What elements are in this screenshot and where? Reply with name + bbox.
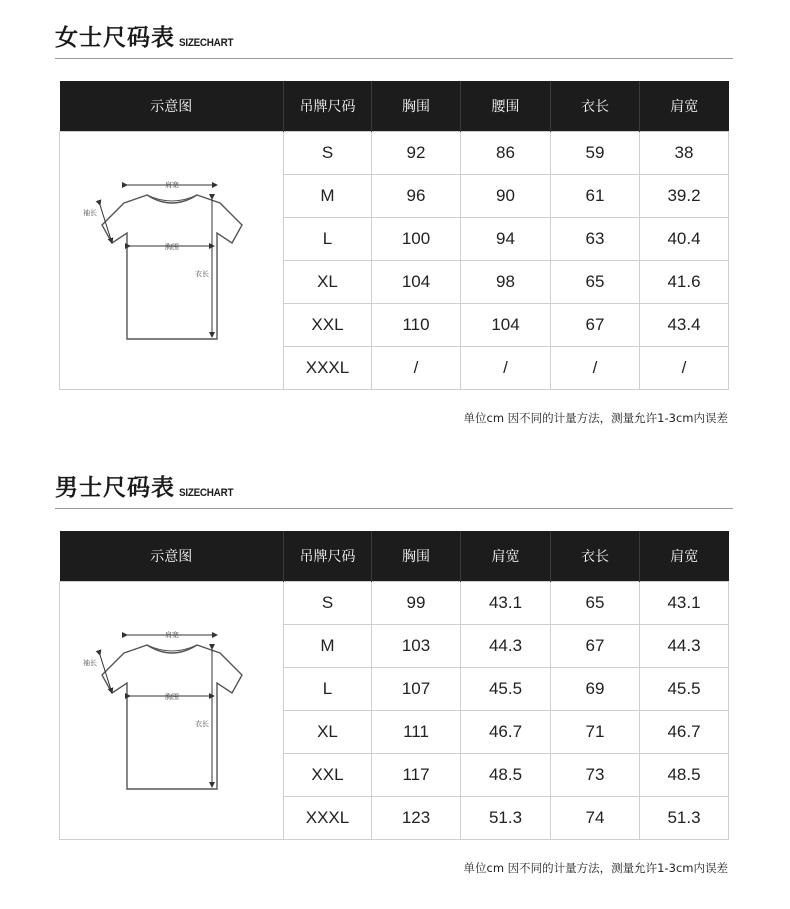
cell-chest: 117 bbox=[372, 754, 461, 797]
cell-shoulder: 38 bbox=[640, 132, 729, 175]
header-chest: 胸围 bbox=[372, 81, 461, 132]
women-subtitle: SIZECHART bbox=[179, 37, 234, 49]
women-measurement-note: 单位cm 因不同的计量方法，测量允许1-3cm内误差 bbox=[463, 411, 728, 425]
cell-length: 74 bbox=[551, 797, 640, 840]
chest-label: 胸围 bbox=[164, 242, 179, 251]
cell-chest: 99 bbox=[372, 582, 461, 625]
cell-length: / bbox=[551, 347, 640, 390]
cell-chest: 107 bbox=[372, 668, 461, 711]
cell-chest: 96 bbox=[372, 175, 461, 218]
cell-length: 67 bbox=[551, 304, 640, 347]
length-label: 衣长 bbox=[194, 719, 209, 728]
length-label: 衣长 bbox=[194, 269, 209, 278]
cell-shoulder-2: 45.5 bbox=[640, 668, 729, 711]
men-title: 男士尺码表 bbox=[55, 475, 175, 501]
table-header-row bbox=[60, 81, 729, 132]
cell-shoulder: 48.5 bbox=[461, 754, 551, 797]
cell-waist: 94 bbox=[461, 218, 551, 261]
cell-size: XXXL bbox=[284, 797, 372, 840]
cell-shoulder-2: 51.3 bbox=[640, 797, 729, 840]
tshirt-measure-diagram bbox=[72, 611, 272, 811]
header-length: 衣长 bbox=[551, 531, 640, 582]
cell-length: 69 bbox=[551, 668, 640, 711]
shoulder-label: 肩宽 bbox=[164, 630, 179, 639]
sleeve-label: 袖长 bbox=[82, 208, 97, 217]
men-measurement-note: 单位cm 因不同的计量方法，测量允许1-3cm内误差 bbox=[463, 861, 728, 875]
cell-shoulder: / bbox=[640, 347, 729, 390]
sleeve-label: 袖长 bbox=[82, 658, 97, 667]
cell-length: 65 bbox=[551, 582, 640, 625]
cell-length: 63 bbox=[551, 218, 640, 261]
cell-shoulder-2: 46.7 bbox=[640, 711, 729, 754]
cell-shoulder: 40.4 bbox=[640, 218, 729, 261]
cell-size: XXL bbox=[284, 304, 372, 347]
cell-shoulder-2: 44.3 bbox=[640, 625, 729, 668]
cell-size: S bbox=[284, 132, 372, 175]
cell-shoulder: 43.4 bbox=[640, 304, 729, 347]
cell-waist: 90 bbox=[461, 175, 551, 218]
cell-size: XXXL bbox=[284, 347, 372, 390]
cell-size: S bbox=[284, 582, 372, 625]
cell-shoulder-2: 48.5 bbox=[640, 754, 729, 797]
sleeve-arrow bbox=[100, 655, 112, 693]
cell-chest: 100 bbox=[372, 218, 461, 261]
cell-length: 71 bbox=[551, 711, 640, 754]
cell-size: XL bbox=[284, 261, 372, 304]
women-title-divider bbox=[55, 58, 733, 59]
header-shoulder-2: 肩宽 bbox=[640, 531, 729, 582]
cell-length: 61 bbox=[551, 175, 640, 218]
tshirt-measure-diagram bbox=[72, 161, 272, 361]
cell-shoulder-2: 43.1 bbox=[640, 582, 729, 625]
women-size-table bbox=[59, 81, 729, 390]
header-length: 衣长 bbox=[551, 81, 640, 132]
cell-shoulder: 43.1 bbox=[461, 582, 551, 625]
men-title-divider bbox=[55, 508, 733, 509]
header-diagram: 示意图 bbox=[60, 531, 284, 582]
cell-shoulder: 39.2 bbox=[640, 175, 729, 218]
chest-label: 胸围 bbox=[164, 692, 179, 701]
cell-size: L bbox=[284, 668, 372, 711]
cell-size: XXL bbox=[284, 754, 372, 797]
men-title-row bbox=[55, 462, 239, 502]
men-subtitle: SIZECHART bbox=[179, 487, 234, 499]
cell-size: M bbox=[284, 175, 372, 218]
cell-size: L bbox=[284, 218, 372, 261]
cell-waist: 86 bbox=[461, 132, 551, 175]
shirt-diagram-cell bbox=[60, 582, 284, 840]
cell-chest: 110 bbox=[372, 304, 461, 347]
header-diagram: 示意图 bbox=[60, 81, 284, 132]
cell-waist: 98 bbox=[461, 261, 551, 304]
cell-shoulder: 41.6 bbox=[640, 261, 729, 304]
cell-length: 65 bbox=[551, 261, 640, 304]
cell-chest: 111 bbox=[372, 711, 461, 754]
table-row bbox=[60, 582, 729, 625]
sleeve-arrow bbox=[100, 205, 112, 243]
tshirt-outline bbox=[102, 195, 242, 339]
header-tag-size: 吊牌尺码 bbox=[284, 531, 372, 582]
women-title-row bbox=[55, 12, 239, 52]
women-title: 女士尺码表 bbox=[55, 25, 175, 51]
cell-length: 67 bbox=[551, 625, 640, 668]
cell-length: 59 bbox=[551, 132, 640, 175]
cell-chest: 103 bbox=[372, 625, 461, 668]
cell-size: M bbox=[284, 625, 372, 668]
header-waist: 腰围 bbox=[461, 81, 551, 132]
tshirt-outline bbox=[102, 645, 242, 789]
cell-shoulder: 44.3 bbox=[461, 625, 551, 668]
header-shoulder: 肩宽 bbox=[640, 81, 729, 132]
cell-shoulder: 51.3 bbox=[461, 797, 551, 840]
cell-waist: 104 bbox=[461, 304, 551, 347]
cell-chest: 104 bbox=[372, 261, 461, 304]
table-header-row bbox=[60, 531, 729, 582]
header-shoulder: 肩宽 bbox=[461, 531, 551, 582]
women-size-section bbox=[0, 0, 790, 440]
header-tag-size: 吊牌尺码 bbox=[284, 81, 372, 132]
table-row bbox=[60, 132, 729, 175]
cell-waist: / bbox=[461, 347, 551, 390]
cell-shoulder: 46.7 bbox=[461, 711, 551, 754]
header-chest: 胸围 bbox=[372, 531, 461, 582]
shirt-diagram-cell bbox=[60, 132, 284, 390]
cell-size: XL bbox=[284, 711, 372, 754]
cell-length: 73 bbox=[551, 754, 640, 797]
cell-chest: 123 bbox=[372, 797, 461, 840]
shoulder-label: 肩宽 bbox=[164, 180, 179, 189]
men-size-table bbox=[59, 531, 729, 840]
cell-chest: 92 bbox=[372, 132, 461, 175]
cell-chest: / bbox=[372, 347, 461, 390]
cell-shoulder: 45.5 bbox=[461, 668, 551, 711]
men-size-section bbox=[0, 450, 790, 909]
